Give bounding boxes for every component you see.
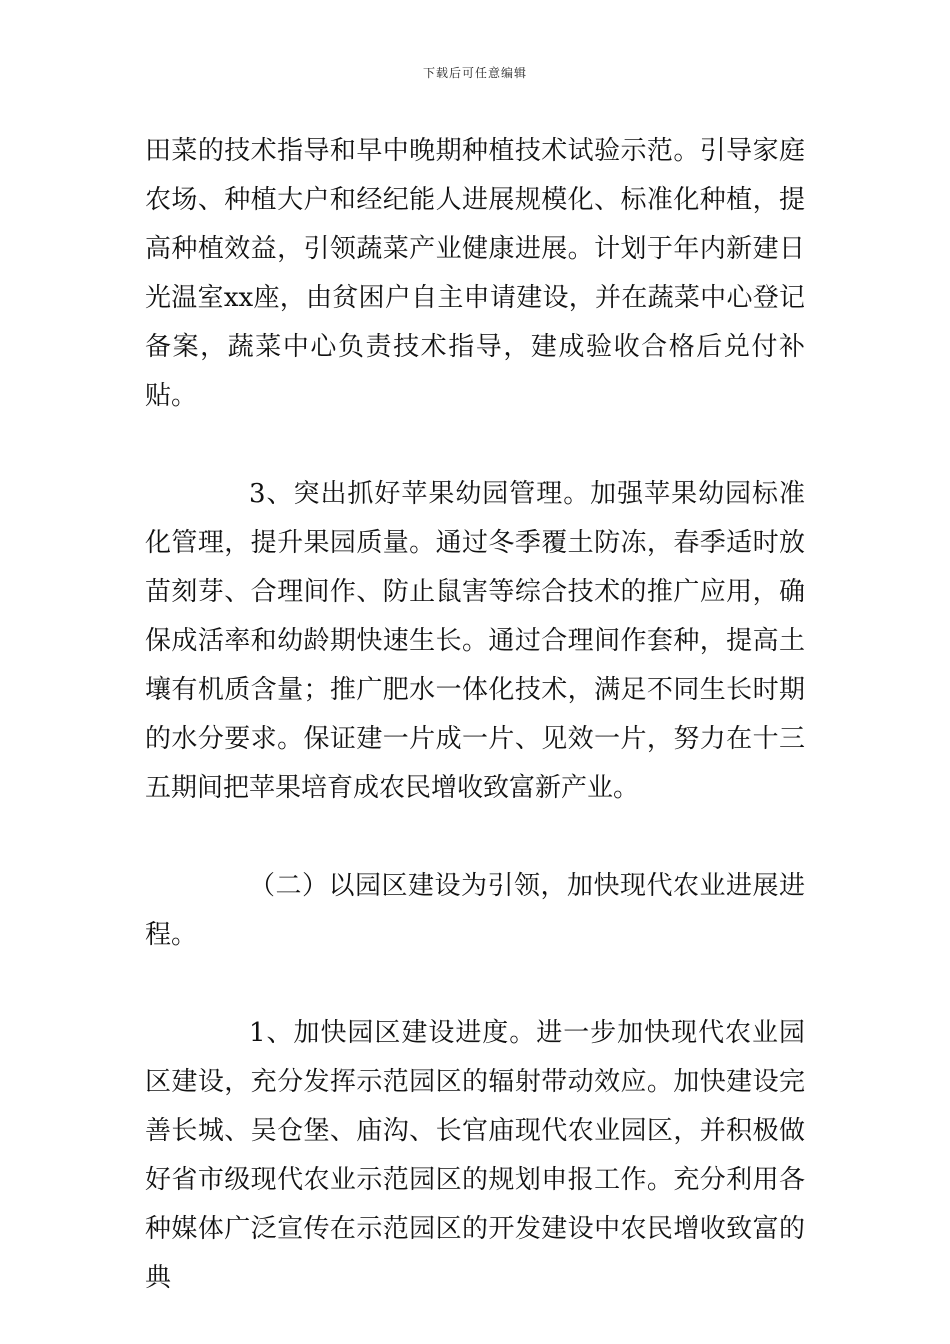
page-header-note: 下载后可任意编辑 [422, 66, 527, 80]
paragraph-apple-orchard: 3、突出抓好苹果幼园管理。加强苹果幼园标准化管理，提升果园质量。通过冬季覆土防冻，春季适时放苗刻芽、合理间作、防止鼠害等综合技术的推广应用，确保成活率和幼龄期快速生长。通过合理间作套种，提高土壤有机质含量；推广肥水一体化技术，满足不同生长时期的水分要求。保证建一片成一片、见效一片，努力在十三五期间把苹果培育成农民增收致富新产业。 [145, 479, 805, 803]
paragraph-park-progress: 1、加快园区建设进度。进一步加快现代农业园区建设，充分发挥示范园区的辐射带动效应。加快建设完善长城、吴仓堡、庙沟、长官庙现代农业园区，并积极做好省市级现代农业示范园区的规划申报工作。充分利用各种媒体广泛宣传在示范园区的开发建设中农民增收致富的典 [145, 1018, 805, 1293]
document-body [145, 127, 805, 1303]
paragraph-vegetable-guidance: 田菜的技术指导和早中晚期种植技术试验示范。引导家庭农场、种植大户和经纪能人进展规模化、标准化种植，提高种植效益，引领蔬菜产业健康进展。计划于年内新建日光温室xx座，由贫困户自主申请建设，并在蔬菜中心登记备案，蔬菜中心负责技术指导，建成验收合格后兑付补贴。 [145, 136, 805, 411]
section-heading-park-construction: （二）以园区建设为引领，加快现代农业进展进程。 [145, 871, 805, 950]
